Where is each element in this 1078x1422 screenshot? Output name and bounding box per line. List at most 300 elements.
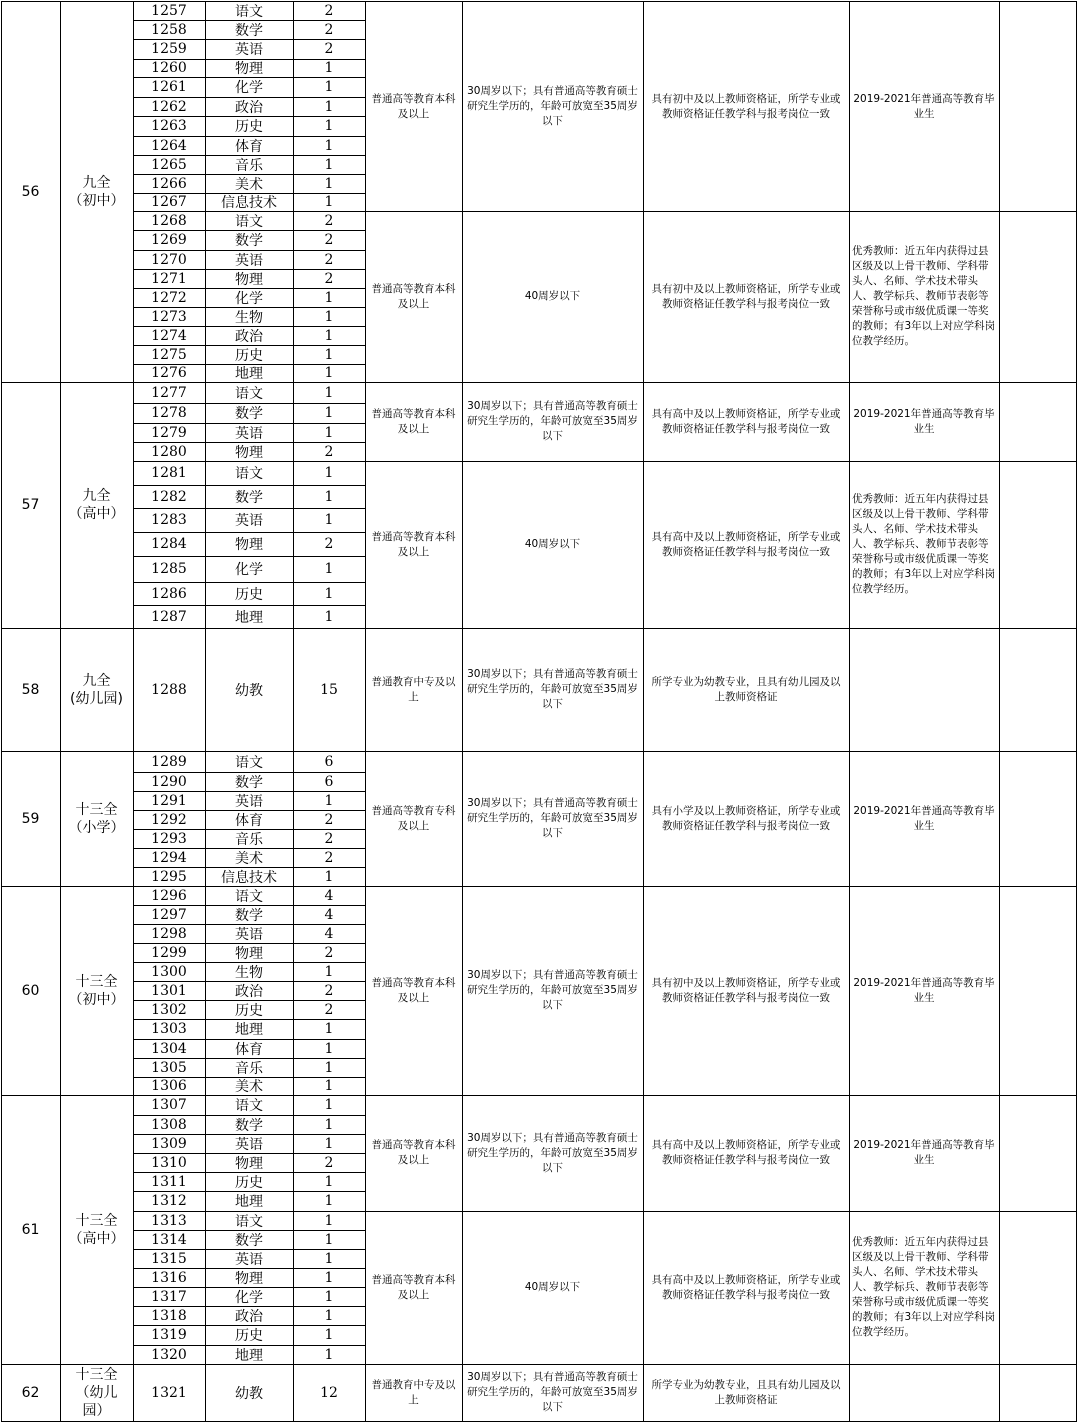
position-code-text: 1288: [151, 681, 187, 698]
headcount-text: 2: [324, 212, 334, 229]
subject: [205, 269, 293, 288]
position-code-text: 1304: [151, 1040, 187, 1057]
subject: [205, 1249, 293, 1268]
headcount: [293, 20, 365, 39]
subject-text: 政治: [235, 1308, 263, 1325]
position-code-text: 1316: [151, 1269, 187, 1286]
remarks-cell: [999, 2, 1076, 211]
subject-text: 政治: [235, 983, 263, 1000]
other-requirement-text: 优秀教师：近五年内获得过县区级及以上骨干教师、学科带头人、名师、学术技术带头人、教学标兵、教师节表彰等荣誉称号或市级优质课一等奖的教师；有3年以上对应学科岗位教学经历。: [852, 245, 996, 347]
headcount: [293, 1345, 365, 1364]
position-code: [133, 423, 205, 442]
headcount: [293, 1249, 365, 1268]
position-code: [133, 1115, 205, 1134]
position-code: [133, 403, 205, 423]
position-code-text: 1310: [151, 1154, 187, 1171]
education-requirement-text: 普通高等教育本科及以上: [371, 282, 456, 310]
subject-text: 数学: [235, 774, 263, 791]
headcount-text: 1: [324, 384, 334, 401]
position-code-text: 1258: [151, 21, 187, 38]
position-code: [133, 1191, 205, 1211]
position-code: [133, 1019, 205, 1039]
position-code: [133, 1058, 205, 1077]
other-requirement: [849, 628, 999, 751]
headcount-text: 2: [324, 21, 334, 38]
position-code: [133, 288, 205, 307]
position-code: [133, 962, 205, 981]
subject-text: 语文: [235, 385, 263, 402]
qualification-requirement-text: 具有初中及以上教师资格证，所学专业或教师资格证任教学科与报考岗位一致: [651, 282, 841, 310]
headcount: [293, 829, 365, 848]
headcount-text: 1: [324, 561, 334, 577]
position-code: [133, 1287, 205, 1306]
subject-text: 美术: [235, 176, 263, 193]
subject: [205, 1000, 293, 1019]
age-requirement-text: 30周岁以下；具有普通高等教育硕士研究生学历的，年龄可放宽至35周岁以下: [467, 969, 638, 1011]
position-code: [133, 174, 205, 193]
position-code: [133, 230, 205, 250]
subject-text: 数学: [235, 489, 263, 506]
subject-text: 物理: [235, 1270, 263, 1287]
subject: [205, 364, 293, 382]
position-code-text: 1270: [151, 251, 187, 268]
position-code-text: 1301: [151, 982, 187, 999]
headcount-text: 1: [324, 175, 334, 192]
subject-text: 英语: [235, 1251, 263, 1268]
position-code: [133, 193, 205, 211]
education-requirement-text: 普通高等教育本科及以上: [371, 92, 456, 120]
headcount-text: 1: [324, 308, 334, 325]
headcount-text: 1: [324, 868, 334, 885]
position-code: [133, 326, 205, 345]
qualification-requirement: [643, 628, 849, 751]
headcount: [293, 605, 365, 628]
age-requirement-text: 30周岁以下；具有普通高等教育硕士研究生学历的，年龄可放宽至35周岁以下: [467, 85, 638, 127]
unit-name-line: （高中）: [68, 1230, 125, 1247]
qualification-requirement: [643, 461, 849, 628]
position-code: [133, 1325, 205, 1345]
other-requirement-text: 优秀教师：近五年内获得过县区级及以上骨干教师、学科带头人、名师、学术技术带头人、教学标兵、教师节表彰等荣誉称号或市级优质课一等奖的教师；有3年以上对应学科岗位教学经历。: [852, 1236, 996, 1338]
remarks-cell: [999, 211, 1076, 382]
headcount: [293, 485, 365, 508]
subject-text: 物理: [235, 945, 263, 962]
headcount-text: 1: [324, 79, 334, 95]
subject: [205, 1134, 293, 1153]
position-code: [133, 867, 205, 886]
headcount: [293, 532, 365, 556]
subject: [205, 382, 293, 403]
qualification-requirement: [643, 1211, 849, 1364]
headcount-text: 2: [324, 830, 334, 847]
subject-text: 音乐: [235, 831, 263, 848]
headcount-text: 1: [324, 137, 334, 154]
serial-number-cell-text: 57: [21, 497, 40, 513]
headcount: [293, 848, 365, 867]
age-requirement: [462, 1364, 643, 1421]
position-code-text: 1306: [151, 1078, 187, 1094]
headcount: [293, 1153, 365, 1172]
headcount-text: 12: [320, 1384, 338, 1401]
education-requirement-text: 普通高等教育本科及以上: [371, 530, 456, 558]
headcount: [293, 1039, 365, 1058]
headcount: [293, 867, 365, 886]
position-code: [133, 136, 205, 155]
subject-text: 数学: [235, 1117, 263, 1134]
headcount-text: 1: [324, 1097, 334, 1113]
education-requirement: [365, 382, 462, 461]
age-requirement: [462, 886, 643, 1095]
headcount-text: 1: [324, 1307, 334, 1324]
headcount-text: 1: [324, 1346, 334, 1363]
subject-text: 音乐: [235, 157, 263, 174]
subject-text: 历史: [235, 586, 263, 603]
unit-name-line: 九全: [82, 488, 111, 504]
qualification-requirement-text: 所学专业为幼教专业，且具有幼儿园及以上教师资格证: [651, 1378, 841, 1406]
position-code-text: 1312: [151, 1193, 187, 1209]
unit-name-line: 九全: [82, 175, 111, 191]
subject-text: 数学: [235, 907, 263, 924]
qualification-requirement-text: 具有初中及以上教师资格证，所学专业或教师资格证任教学科与报考岗位一致: [651, 976, 841, 1004]
position-code: [133, 1364, 205, 1421]
education-requirement-text: 普通高等教育专科及以上: [371, 804, 456, 832]
education-requirement: [365, 2, 462, 211]
subject-text: 音乐: [235, 1060, 263, 1077]
headcount-text: 1: [324, 488, 334, 505]
unit-name-line: 十三全: [75, 973, 118, 990]
subject-text: 幼教: [235, 1385, 263, 1402]
subject: [205, 97, 293, 116]
headcount-text: 1: [324, 1288, 334, 1305]
position-code-text: 1318: [151, 1307, 187, 1324]
position-code-text: 1269: [151, 232, 187, 248]
position-code: [133, 59, 205, 77]
subject: [205, 442, 293, 461]
subject-text: 语文: [235, 1098, 263, 1114]
serial-number-cell: [1, 751, 60, 886]
headcount: [293, 288, 365, 307]
position-code-text: 1281: [151, 465, 187, 481]
remarks-cell: [999, 1364, 1076, 1421]
unit-name-line: 十三全: [75, 1366, 118, 1383]
position-code-text: 1320: [151, 1346, 187, 1363]
serial-number-cell-text: 61: [21, 1221, 40, 1238]
position-code-text: 1276: [151, 365, 187, 381]
headcount-text: 1: [324, 346, 334, 363]
subject-text: 数学: [235, 406, 263, 422]
subject: [205, 848, 293, 867]
headcount: [293, 39, 365, 59]
headcount: [293, 307, 365, 326]
remarks-cell: [999, 461, 1076, 628]
position-code: [133, 829, 205, 848]
headcount: [293, 556, 365, 582]
headcount-text: 1: [324, 1059, 334, 1076]
serial-number-cell: [1, 628, 60, 751]
subject: [205, 1095, 293, 1115]
position-code: [133, 382, 205, 403]
age-requirement-text: 40周岁以下: [524, 290, 581, 302]
position-code: [133, 628, 205, 751]
position-code-text: 1296: [151, 887, 187, 904]
position-code: [133, 461, 205, 485]
position-code: [133, 116, 205, 136]
position-code-text: 1291: [151, 792, 187, 809]
subject-text: 英语: [235, 926, 263, 943]
age-requirement: [462, 382, 643, 461]
headcount-text: 2: [324, 443, 334, 460]
headcount: [293, 2, 365, 20]
subject: [205, 1115, 293, 1134]
position-code: [133, 532, 205, 556]
headcount: [293, 403, 365, 423]
age-requirement-text: 30周岁以下；具有普通高等教育硕士研究生学历的，年龄可放宽至35周岁以下: [467, 1131, 638, 1174]
unit-name-line: （小学）: [68, 819, 125, 836]
position-code-text: 1277: [151, 384, 187, 401]
headcount: [293, 1287, 365, 1306]
headcount-text: 1: [324, 1250, 334, 1267]
subject-text: 语文: [235, 4, 263, 20]
position-code-text: 1300: [151, 963, 187, 980]
position-code: [133, 1306, 205, 1325]
headcount-text: 6: [324, 773, 334, 790]
other-requirement: [849, 751, 999, 886]
subject: [205, 423, 293, 442]
subject-text: 历史: [235, 119, 263, 135]
subject: [205, 772, 293, 791]
headcount-text: 1: [324, 1173, 334, 1190]
position-code: [133, 772, 205, 791]
subject-text: 美术: [235, 850, 263, 867]
age-requirement: [462, 1211, 643, 1364]
headcount-text: 1: [324, 1212, 334, 1229]
age-requirement: [462, 751, 643, 886]
position-code: [133, 77, 205, 97]
position-code: [133, 211, 205, 230]
headcount: [293, 1095, 365, 1115]
qualification-requirement: [643, 211, 849, 382]
column-rule-10: [1076, 1, 1077, 1422]
qualification-requirement: [643, 1364, 849, 1421]
position-code: [133, 1153, 205, 1172]
headcount: [293, 116, 365, 136]
subject-text: 生物: [235, 309, 263, 326]
remarks-cell: [999, 382, 1076, 461]
subject-text: 数学: [235, 22, 263, 39]
education-requirement: [365, 211, 462, 382]
subject-text: 幼教: [235, 682, 263, 699]
position-code-text: 1294: [151, 849, 187, 866]
position-code: [133, 582, 205, 605]
headcount-text: 2: [324, 3, 334, 19]
subject: [205, 751, 293, 772]
headcount-text: 1: [324, 194, 334, 210]
subject-text: 历史: [235, 1328, 263, 1344]
subject-text: 语文: [235, 466, 263, 482]
subject: [205, 1268, 293, 1287]
position-code: [133, 20, 205, 39]
position-code-text: 1317: [151, 1288, 187, 1305]
other-requirement: [849, 1211, 999, 1364]
subject: [205, 981, 293, 1000]
position-code-text: 1261: [151, 79, 187, 95]
subject-text: 美术: [235, 1079, 263, 1095]
headcount: [293, 59, 365, 77]
position-code-text: 1271: [151, 270, 187, 287]
subject-text: 体育: [235, 1041, 263, 1058]
position-code-text: 1308: [151, 1116, 187, 1133]
position-code: [133, 791, 205, 810]
remarks-cell: [999, 886, 1076, 1095]
headcount-text: 1: [324, 465, 334, 481]
headcount: [293, 423, 365, 442]
headcount: [293, 442, 365, 461]
unit-name-line: （幼儿: [75, 1384, 118, 1401]
position-code: [133, 269, 205, 288]
other-requirement: [849, 382, 999, 461]
age-requirement-text: 30周岁以下；具有普通高等教育硕士研究生学历的，年龄可放宽至35周岁以下: [467, 1371, 638, 1413]
headcount-text: 1: [324, 1231, 334, 1248]
education-requirement-text: 普通高等教育本科及以上: [371, 1273, 456, 1301]
position-code-text: 1278: [151, 405, 187, 421]
position-code: [133, 345, 205, 364]
subject-text: 化学: [235, 562, 263, 578]
headcount-text: 4: [324, 906, 334, 923]
subject-text: 信息技术: [221, 869, 277, 886]
position-code: [133, 556, 205, 582]
headcount: [293, 582, 365, 605]
subject: [205, 77, 293, 97]
unit-name-line: 园）: [82, 1402, 111, 1419]
subject-text: 语文: [235, 888, 263, 905]
subject-text: 物理: [235, 1155, 263, 1172]
headcount: [293, 772, 365, 791]
subject-text: 语文: [235, 754, 263, 771]
education-requirement-text: 普通高等教育本科及以上: [371, 976, 456, 1004]
headcount-text: 1: [324, 585, 334, 602]
headcount: [293, 230, 365, 250]
position-code-text: 1283: [151, 512, 187, 528]
other-requirement-text: 2019-2021年普通高等教育毕业生: [853, 976, 995, 1004]
position-code: [133, 1268, 205, 1287]
education-requirement: [365, 751, 462, 886]
age-requirement: [462, 461, 643, 628]
unit-name-line: 九全: [82, 672, 111, 689]
subject-text: 政治: [235, 99, 263, 116]
position-code: [133, 442, 205, 461]
headcount-text: 1: [324, 963, 334, 980]
qualification-requirement: [643, 1095, 849, 1211]
unit-name-cell: [60, 2, 133, 382]
subject: [205, 582, 293, 605]
position-code: [133, 810, 205, 829]
position-code-text: 1295: [151, 868, 187, 885]
headcount: [293, 269, 365, 288]
position-code: [133, 886, 205, 905]
position-code: [133, 1039, 205, 1058]
serial-number-cell: [1, 2, 60, 382]
remarks-cell: [999, 751, 1076, 886]
position-code: [133, 155, 205, 174]
subject: [205, 905, 293, 924]
headcount: [293, 193, 365, 211]
other-requirement: [849, 211, 999, 382]
headcount-text: 15: [320, 681, 338, 698]
subject-text: 历史: [235, 1174, 263, 1191]
subject-text: 英语: [235, 793, 263, 810]
headcount: [293, 905, 365, 924]
headcount: [293, 628, 365, 751]
other-requirement-text: 优秀教师：近五年内获得过县区级及以上骨干教师、学科带头人、名师、学术技术带头人、教学标兵、教师节表彰等荣誉称号或市级优质课一等奖的教师；有3年以上对应学科岗位教学经历。: [852, 493, 996, 595]
headcount: [293, 962, 365, 981]
subject: [205, 532, 293, 556]
subject: [205, 136, 293, 155]
position-code-text: 1264: [151, 137, 187, 154]
headcount: [293, 77, 365, 97]
education-requirement: [365, 1095, 462, 1211]
subject-text: 历史: [235, 1002, 263, 1019]
remarks-cell: [999, 1095, 1076, 1211]
headcount: [293, 1058, 365, 1077]
subject: [205, 211, 293, 230]
headcount: [293, 97, 365, 116]
subject: [205, 1306, 293, 1325]
headcount: [293, 364, 365, 382]
headcount-text: 2: [324, 1001, 334, 1018]
qualification-requirement-text: 所学专业为幼教专业，且具有幼儿园及以上教师资格证: [651, 675, 841, 703]
position-code: [133, 905, 205, 924]
position-code: [133, 1077, 205, 1095]
qualification-requirement: [643, 382, 849, 461]
position-code: [133, 751, 205, 772]
unit-name-cell: [60, 886, 133, 1095]
qualification-requirement: [643, 751, 849, 886]
headcount: [293, 1134, 365, 1153]
serial-number-cell-text: 56: [21, 184, 40, 200]
headcount: [293, 810, 365, 829]
age-requirement-text: 40周岁以下: [524, 538, 581, 550]
qualification-requirement-text: 具有高中及以上教师资格证，所学专业或教师资格证任教学科与报考岗位一致: [651, 407, 841, 435]
subject-text: 生物: [235, 964, 263, 981]
headcount-text: 2: [324, 536, 334, 552]
age-requirement: [462, 1095, 643, 1211]
headcount-text: 1: [324, 405, 334, 421]
headcount-text: 1: [324, 365, 334, 381]
subject: [205, 326, 293, 345]
qualification-requirement-text: 具有高中及以上教师资格证，所学专业或教师资格证任教学科与报考岗位一致: [651, 1273, 841, 1301]
headcount-text: 1: [324, 424, 334, 441]
headcount: [293, 1230, 365, 1249]
headcount: [293, 326, 365, 345]
headcount-text: 1: [324, 608, 334, 625]
position-code: [133, 1172, 205, 1191]
other-requirement: [849, 2, 999, 211]
position-code: [133, 981, 205, 1000]
headcount-text: 2: [324, 270, 334, 287]
education-requirement-text: 普通教育中专及以上: [371, 1378, 456, 1406]
headcount: [293, 136, 365, 155]
position-code-text: 1315: [151, 1250, 187, 1267]
other-requirement: [849, 1364, 999, 1421]
qualification-requirement-text: 具有小学及以上教师资格证，所学专业或教师资格证任教学科与报考岗位一致: [651, 804, 841, 832]
subject: [205, 962, 293, 981]
other-requirement-text: 2019-2021年普通高等教育毕业生: [853, 407, 995, 435]
headcount: [293, 1000, 365, 1019]
position-code-text: 1274: [151, 327, 187, 344]
subject: [205, 345, 293, 364]
headcount-text: 2: [324, 944, 334, 961]
headcount-text: 2: [324, 811, 334, 828]
other-requirement: [849, 886, 999, 1095]
